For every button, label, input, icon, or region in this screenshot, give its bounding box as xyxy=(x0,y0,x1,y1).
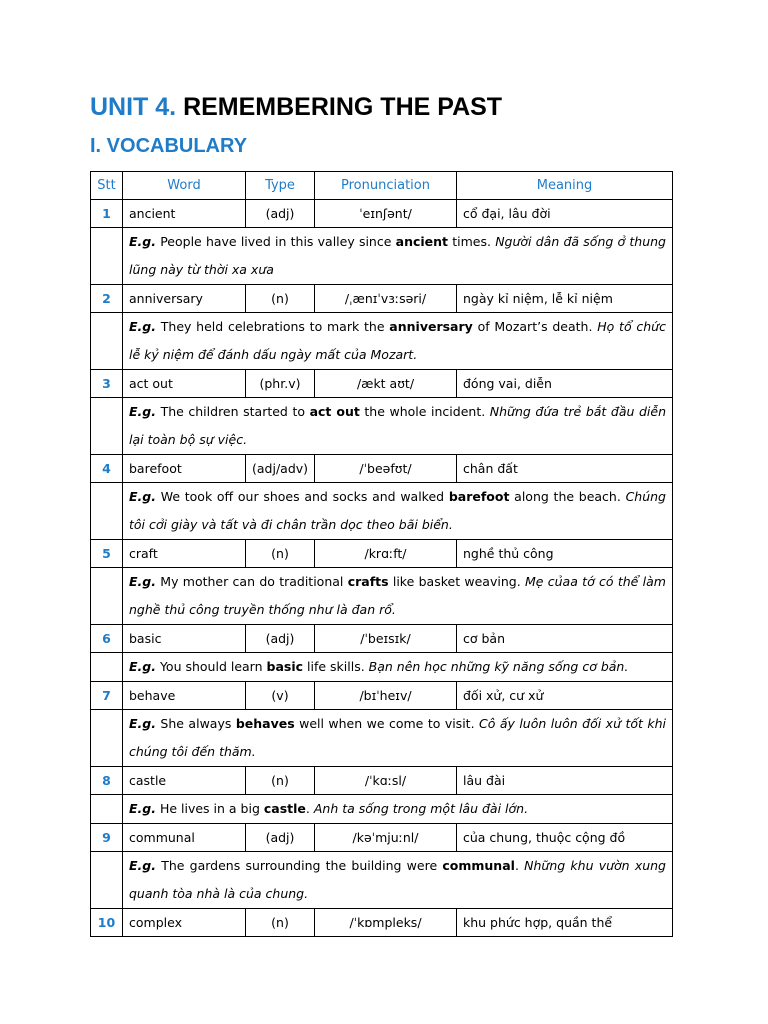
unit-title xyxy=(90,93,502,122)
example-text: times. xyxy=(448,234,496,249)
word-number: 8 xyxy=(91,767,123,795)
example-text: We took off our shoes and socks and walked xyxy=(155,489,449,504)
word-cell: communal xyxy=(123,824,246,852)
header-pronunciation: Pronunciation xyxy=(315,172,457,200)
example-text: They held celebrations to mark the xyxy=(155,319,390,334)
header-type: Type xyxy=(246,172,315,200)
example-translation: Chúng tôi cởi giày và tất và đi chân trần dọc theo bãi biển. xyxy=(129,489,666,532)
word-cell: anniversary xyxy=(123,285,246,313)
example-text: the whole incident. xyxy=(359,404,490,419)
example-text: You should learn xyxy=(155,659,267,674)
vocab-keyword: barefoot xyxy=(448,489,510,504)
example-translation: Bạn nên học những kỹ năng sống cơ bản. xyxy=(368,659,629,674)
word-row xyxy=(91,455,673,483)
example-sentence xyxy=(123,795,673,824)
pronunciation: /ˈbeəfʊt/ xyxy=(315,455,457,483)
vocab-keyword: behaves xyxy=(235,716,295,731)
vocab-keyword: act out xyxy=(309,404,360,419)
example-label: E.g. xyxy=(129,858,156,873)
example-sentence xyxy=(123,852,673,909)
example-row xyxy=(91,483,673,540)
example-translation: Mẹ củaa tớ có thể làm nghề thủ công truyền thống như là đan rổ. xyxy=(129,574,666,617)
vocab-keyword: anniversary xyxy=(389,319,473,334)
example-row xyxy=(91,653,673,682)
example-text: . xyxy=(305,801,314,816)
example-spacer xyxy=(91,483,123,540)
example-translation: Những khu vườn xung quanh tòa nhà là của chung. xyxy=(129,858,666,901)
example-text: The gardens surrounding the building were xyxy=(155,858,443,873)
word-row xyxy=(91,767,673,795)
word-row xyxy=(91,682,673,710)
word-type: (adj) xyxy=(246,625,315,653)
example-spacer xyxy=(91,313,123,370)
meaning: chân đất xyxy=(457,455,673,483)
example-text: He lives in a big xyxy=(155,801,264,816)
example-row xyxy=(91,313,673,370)
word-cell: ancient xyxy=(123,200,246,228)
word-cell: basic xyxy=(123,625,246,653)
example-row xyxy=(91,795,673,824)
word-cell: castle xyxy=(123,767,246,795)
vocab-keyword: crafts xyxy=(347,574,389,589)
example-sentence xyxy=(123,710,673,767)
header-word: Word xyxy=(123,172,246,200)
word-number: 10 xyxy=(91,909,123,937)
pronunciation: /ˌænɪˈvɜːsəri/ xyxy=(315,285,457,313)
pronunciation: ˈeɪnʃənt/ xyxy=(315,200,457,228)
pronunciation: /krɑːft/ xyxy=(315,540,457,568)
example-label: E.g. xyxy=(129,801,156,816)
vocab-keyword: communal xyxy=(442,858,515,873)
example-label: E.g. xyxy=(129,234,156,249)
example-translation: Họ tổ chức lễ kỷ niệm để đánh dấu ngày mất của Mozart. xyxy=(129,319,666,362)
meaning: đối xử, cư xử xyxy=(457,682,673,710)
example-spacer xyxy=(91,653,123,682)
example-text: life skills. xyxy=(303,659,369,674)
example-text: . xyxy=(514,858,525,873)
word-type: (v) xyxy=(246,682,315,710)
example-sentence xyxy=(123,228,673,285)
example-text: of Mozart’s death. xyxy=(472,319,598,334)
vocab-keyword: castle xyxy=(263,801,306,816)
word-row xyxy=(91,824,673,852)
word-number: 2 xyxy=(91,285,123,313)
example-spacer xyxy=(91,795,123,824)
example-spacer xyxy=(91,398,123,455)
word-type: (adj/adv) xyxy=(246,455,315,483)
meaning: của chung, thuộc cộng đồ xyxy=(457,824,673,852)
word-row xyxy=(91,285,673,313)
example-sentence xyxy=(123,398,673,455)
word-number: 4 xyxy=(91,455,123,483)
example-sentence xyxy=(123,653,673,682)
vocab-keyword: ancient xyxy=(395,234,449,249)
word-number: 6 xyxy=(91,625,123,653)
pronunciation: /ˈkɒmpleks/ xyxy=(315,909,457,937)
vocabulary-table xyxy=(90,171,673,937)
vocab-keyword: basic xyxy=(266,659,304,674)
meaning: đóng vai, diễn xyxy=(457,370,673,398)
word-type: (n) xyxy=(246,909,315,937)
example-spacer xyxy=(91,568,123,625)
example-text: She always xyxy=(155,716,236,731)
meaning: cổ đại, lâu đời xyxy=(457,200,673,228)
unit-number: UNIT 4. xyxy=(90,93,177,121)
word-type: (n) xyxy=(246,285,315,313)
pronunciation: /ˈbeɪsɪk/ xyxy=(315,625,457,653)
meaning: cơ bản xyxy=(457,625,673,653)
example-text: The children started to xyxy=(155,404,310,419)
word-type: (n) xyxy=(246,767,315,795)
word-cell: complex xyxy=(123,909,246,937)
word-type: (adj) xyxy=(246,200,315,228)
example-text: People have lived in this valley since xyxy=(155,234,396,249)
word-cell: barefoot xyxy=(123,455,246,483)
example-label: E.g. xyxy=(129,319,156,334)
example-sentence xyxy=(123,483,673,540)
word-number: 3 xyxy=(91,370,123,398)
example-row xyxy=(91,228,673,285)
example-label: E.g. xyxy=(129,574,156,589)
section-heading: I. VOCABULARY xyxy=(90,135,248,157)
example-label: E.g. xyxy=(129,716,156,731)
word-row xyxy=(91,625,673,653)
header-meaning: Meaning xyxy=(457,172,673,200)
example-text: like basket weaving. xyxy=(388,574,525,589)
example-spacer xyxy=(91,228,123,285)
word-row xyxy=(91,200,673,228)
example-spacer xyxy=(91,852,123,909)
word-row xyxy=(91,370,673,398)
word-number: 7 xyxy=(91,682,123,710)
example-text: well when we come to visit. xyxy=(294,716,479,731)
word-type: (phr.v) xyxy=(246,370,315,398)
example-spacer xyxy=(91,710,123,767)
example-row xyxy=(91,852,673,909)
example-row xyxy=(91,710,673,767)
meaning: lâu đài xyxy=(457,767,673,795)
word-cell: act out xyxy=(123,370,246,398)
meaning: khu phức hợp, quần thể xyxy=(457,909,673,937)
example-translation: Anh ta sống trong một lâu đài lớn. xyxy=(313,801,529,816)
word-row xyxy=(91,540,673,568)
example-sentence xyxy=(123,568,673,625)
pronunciation: /bɪˈheɪv/ xyxy=(315,682,457,710)
word-number: 9 xyxy=(91,824,123,852)
pronunciation: /ˈkɑːsl/ xyxy=(315,767,457,795)
table-header-row xyxy=(91,172,673,200)
word-cell: craft xyxy=(123,540,246,568)
word-number: 1 xyxy=(91,200,123,228)
example-translation: Người dân đã sống ở thung lũng này từ thời xa xưa xyxy=(129,234,666,277)
header-stt: Stt xyxy=(91,172,123,200)
example-row xyxy=(91,398,673,455)
vocabulary-body xyxy=(91,200,673,937)
example-label: E.g. xyxy=(129,659,156,674)
meaning: ngày kỉ niệm, lễ kỉ niệm xyxy=(457,285,673,313)
pronunciation: /ækt aʊt/ xyxy=(315,370,457,398)
example-text: My mother can do traditional xyxy=(155,574,348,589)
pronunciation: /kəˈmjuːnl/ xyxy=(315,824,457,852)
unit-name: REMEMBERING THE PAST xyxy=(183,93,503,121)
word-cell: behave xyxy=(123,682,246,710)
word-type: (adj) xyxy=(246,824,315,852)
meaning: nghề thủ công xyxy=(457,540,673,568)
example-row xyxy=(91,568,673,625)
example-label: E.g. xyxy=(129,404,156,419)
example-label: E.g. xyxy=(129,489,156,504)
example-sentence xyxy=(123,313,673,370)
example-text: along the beach. xyxy=(509,489,626,504)
word-row xyxy=(91,909,673,937)
word-number: 5 xyxy=(91,540,123,568)
word-type: (n) xyxy=(246,540,315,568)
example-translation: Cô ấy luôn luôn đối xử tốt khi chúng tôi đến thăm. xyxy=(129,716,666,759)
example-translation: Những đứa trẻ bắt đầu diễn lại toàn bộ sự việc. xyxy=(129,404,667,447)
